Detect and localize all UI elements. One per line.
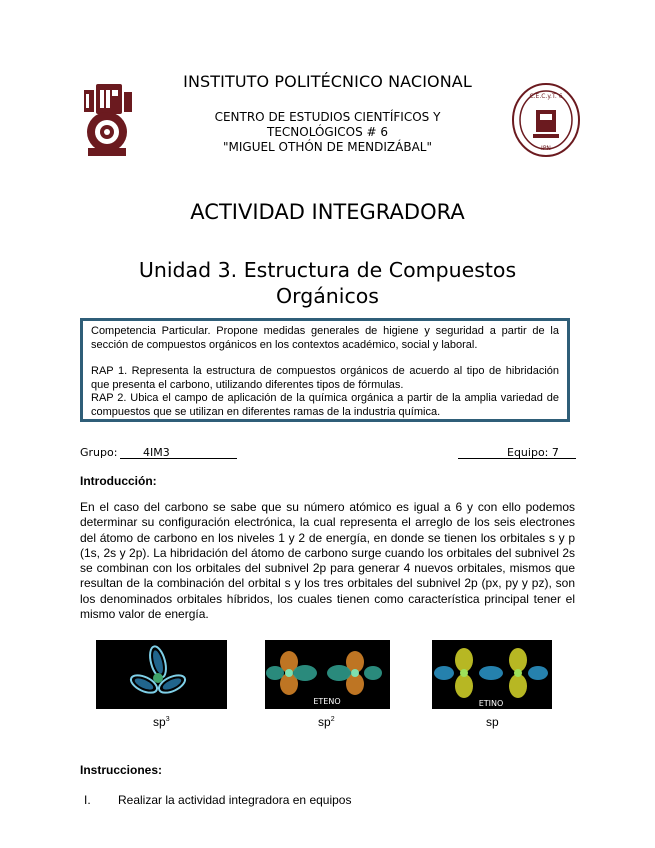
grupo-field bbox=[120, 446, 237, 459]
centro-line-3: "MIGUEL OTHÓN DE MENDIZÁBAL" bbox=[222, 140, 432, 154]
caption-sp2 bbox=[318, 715, 335, 729]
seal-bottom-text: IPN bbox=[541, 145, 551, 152]
sp2-orbital-image bbox=[265, 640, 390, 709]
caption-sp-text: sp bbox=[486, 715, 499, 729]
competencia-particular: Competencia Particular. Propone medidas generales de higiene y seguridad a partir de la sección de compuestos orgánicos en los contextos académico, social y laboral. bbox=[91, 325, 559, 351]
unit-title bbox=[100, 257, 555, 309]
instruction-item bbox=[84, 793, 351, 807]
eteno-label: ETENO bbox=[313, 697, 341, 706]
unit-title-line-2: Orgánicos bbox=[276, 284, 379, 308]
sp3-orbital-image bbox=[96, 640, 227, 709]
seal-text: C.E.C.y.T. 6 bbox=[529, 93, 563, 100]
intro-paragraph: En el caso del carbono se sabe que su número atómico es igual a 6 y con ello podemos determinar su configuración electrónica, la cual representa el arreglo de los seis electrones del átomo de carbono en los niveles 1 y 2 de energía, en donde se tienen los orbitales s y p (1s, 2s y 2p). La hibridación del átomo de carbono surge cuando los orbitales del subnivel 2s se combinan con los orbitales del subnivel 2p para generar 4 nuevos orbitales, mismos que resultan de la combinación del orbital s y los tres orbitales del subnivel 2p (px, py y pz), son los denominados orbitales híbridos, los cuales tienen como característica principal tener el mismo valor de energía. bbox=[80, 500, 575, 622]
competencia-box bbox=[80, 318, 570, 422]
instruction-text: Realizar la actividad integradora en equipos bbox=[118, 793, 352, 807]
intro-heading: Introducción: bbox=[80, 474, 157, 488]
caption-sp3-sup: 3 bbox=[165, 716, 170, 723]
caption-sp2-sup: 2 bbox=[330, 716, 335, 723]
document-title: ACTIVIDAD INTEGRADORA bbox=[190, 200, 465, 224]
grupo-equipo-row bbox=[80, 446, 577, 460]
grupo-label: Grupo: bbox=[80, 446, 118, 459]
instructions-heading: Instrucciones: bbox=[80, 763, 163, 777]
caption-sp3-text: sp bbox=[153, 715, 166, 729]
grupo-value: 4IM3 bbox=[143, 446, 170, 459]
institution-title: INSTITUTO POLITÉCNICO NACIONAL bbox=[183, 72, 472, 91]
centro-line-2: TECNOLÓGICOS # 6 bbox=[266, 125, 388, 139]
caption-sp2-text: sp bbox=[318, 715, 331, 729]
rap-2: RAP 2. Ubica el campo de aplicación de la química orgánica a partir de la amplia variedad de compuestos que se utilizan en diferentes ramas de la industria química. bbox=[91, 392, 559, 418]
caption-sp bbox=[486, 715, 499, 729]
rap-1: RAP 1. Representa la estructura de compuestos orgánicos de acuerdo al tipo de hibridación que presenta el carbono, utilizando diferentes tipos de fórmulas. bbox=[91, 365, 559, 391]
caption-sp3 bbox=[153, 715, 170, 729]
instruction-number: I. bbox=[84, 793, 91, 807]
centro-name bbox=[0, 110, 655, 155]
unit-title-line-1: Unidad 3. Estructura de Compuestos bbox=[138, 258, 517, 282]
equipo-value: Equipo: 7 bbox=[507, 446, 559, 459]
sp-orbital-image bbox=[432, 640, 552, 709]
etino-label: ETINO bbox=[478, 699, 504, 708]
centro-line-1: CENTRO DE ESTUDIOS CIENTÍFICOS Y bbox=[214, 110, 441, 124]
